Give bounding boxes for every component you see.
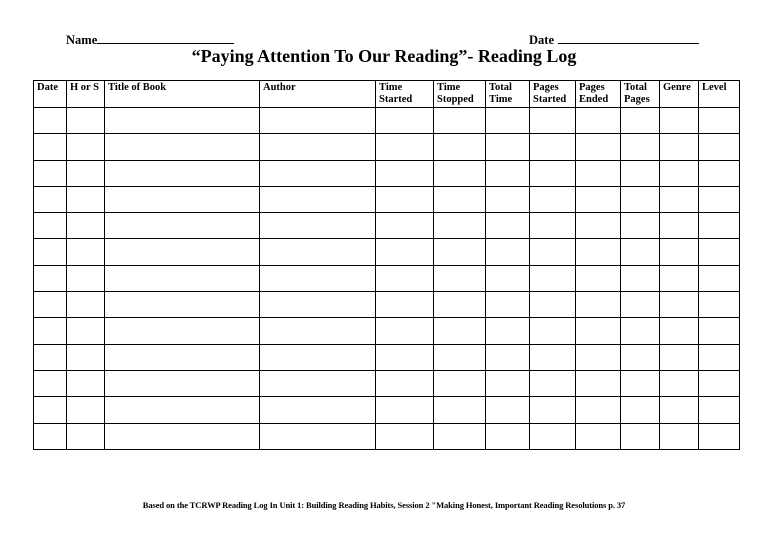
table-cell <box>486 292 530 318</box>
table-cell <box>660 265 699 291</box>
table-cell <box>34 186 67 212</box>
table-cell <box>699 318 740 344</box>
table-cell <box>376 213 434 239</box>
column-header-label: H or S <box>70 82 99 93</box>
table-cell <box>434 397 486 423</box>
table-cell <box>34 265 67 291</box>
table-cell <box>486 344 530 370</box>
column-header-label: Author <box>263 82 296 93</box>
column-header-label: Date <box>37 82 58 93</box>
table-cell <box>576 370 621 396</box>
table-row <box>34 423 740 449</box>
table-cell <box>260 186 376 212</box>
table-row <box>34 134 740 160</box>
table-cell <box>105 134 260 160</box>
table-cell <box>105 213 260 239</box>
table-cell <box>621 134 660 160</box>
table-cell <box>621 423 660 449</box>
table-cell <box>621 318 660 344</box>
table-cell <box>576 344 621 370</box>
table-cell <box>34 108 67 134</box>
column-header-label: Total <box>624 82 647 93</box>
table-cell <box>67 108 105 134</box>
table-cell <box>530 186 576 212</box>
table-cell <box>376 397 434 423</box>
table-cell <box>486 186 530 212</box>
column-header-label-line2: Stopped <box>437 94 474 105</box>
column-header-label: Title of Book <box>108 82 167 93</box>
table-cell <box>67 344 105 370</box>
table-row <box>34 213 740 239</box>
column-header <box>576 81 621 108</box>
table-cell <box>67 318 105 344</box>
column-header-label: Genre <box>663 82 691 93</box>
table-cell <box>576 160 621 186</box>
table-cell <box>105 239 260 265</box>
table-cell <box>486 397 530 423</box>
table-cell <box>376 160 434 186</box>
table-cell <box>376 292 434 318</box>
table-cell <box>576 265 621 291</box>
column-header <box>376 81 434 108</box>
table-row <box>34 108 740 134</box>
table-cell <box>486 370 530 396</box>
table-cell <box>260 423 376 449</box>
table-cell <box>576 239 621 265</box>
table-cell <box>376 318 434 344</box>
table-cell <box>105 397 260 423</box>
table-cell <box>486 265 530 291</box>
reading-log-table <box>33 80 740 450</box>
column-header-label: Total <box>489 82 512 93</box>
table-cell <box>660 134 699 160</box>
table-cell <box>260 160 376 186</box>
table-row <box>34 292 740 318</box>
table-cell <box>486 213 530 239</box>
table-cell <box>67 213 105 239</box>
table-cell <box>105 318 260 344</box>
table-cell <box>105 292 260 318</box>
table-cell <box>34 134 67 160</box>
table-row <box>34 318 740 344</box>
page-title: “Paying Attention To Our Reading”- Reading Log <box>191 46 577 66</box>
table-cell <box>486 134 530 160</box>
table-cell <box>434 108 486 134</box>
table-cell <box>530 397 576 423</box>
table-cell <box>67 134 105 160</box>
table-cell <box>105 370 260 396</box>
table-cell <box>434 134 486 160</box>
table-cell <box>576 397 621 423</box>
table-cell <box>260 213 376 239</box>
table-cell <box>434 423 486 449</box>
table-cell <box>530 134 576 160</box>
table-cell <box>699 423 740 449</box>
table-cell <box>530 292 576 318</box>
table-cell <box>434 318 486 344</box>
name-label: Name <box>66 33 98 47</box>
table-row <box>34 265 740 291</box>
table-cell <box>34 292 67 318</box>
table-cell <box>530 160 576 186</box>
table-cell <box>34 344 67 370</box>
table-cell <box>434 186 486 212</box>
table-cell <box>376 108 434 134</box>
table-cell <box>486 160 530 186</box>
table-cell <box>699 108 740 134</box>
table-cell <box>699 370 740 396</box>
table-cell <box>621 397 660 423</box>
table-cell <box>660 239 699 265</box>
column-header-label: Level <box>702 82 727 93</box>
column-header-label-line2: Ended <box>579 94 609 105</box>
table-cell <box>34 370 67 396</box>
table-cell <box>67 292 105 318</box>
table-cell <box>105 186 260 212</box>
table-row <box>34 397 740 423</box>
table-cell <box>260 370 376 396</box>
table-cell <box>260 292 376 318</box>
table-cell <box>576 186 621 212</box>
table-cell <box>621 265 660 291</box>
table-cell <box>699 344 740 370</box>
table-cell <box>34 160 67 186</box>
table-cell <box>530 423 576 449</box>
table-cell <box>530 265 576 291</box>
table-cell <box>376 134 434 160</box>
table-cell <box>260 134 376 160</box>
table-cell <box>34 423 67 449</box>
column-header-label: Pages <box>579 82 605 93</box>
table-cell <box>260 397 376 423</box>
table-cell <box>67 265 105 291</box>
table-cell <box>576 423 621 449</box>
table-cell <box>530 318 576 344</box>
column-header <box>434 81 486 108</box>
table-cell <box>699 134 740 160</box>
table-cell <box>260 318 376 344</box>
table-cell <box>699 160 740 186</box>
table-cell <box>376 186 434 212</box>
table-header-row <box>34 81 740 108</box>
table-cell <box>486 108 530 134</box>
table-cell <box>660 344 699 370</box>
table-cell <box>699 239 740 265</box>
table-cell <box>434 160 486 186</box>
footnote: Based on the TCRWP Reading Log In Unit 1: Building Reading Habits, Session 2 "Making Honest, Important Reading Resolutions p. 37 <box>142 500 626 510</box>
table-cell <box>260 239 376 265</box>
date-label: Date <box>529 33 554 47</box>
table-cell <box>67 370 105 396</box>
table-cell <box>621 186 660 212</box>
table-cell <box>660 318 699 344</box>
table-row <box>34 239 740 265</box>
table-row <box>34 370 740 396</box>
table-cell <box>621 160 660 186</box>
table-cell <box>260 344 376 370</box>
table-cell <box>621 292 660 318</box>
table-cell <box>376 423 434 449</box>
table-cell <box>621 108 660 134</box>
table-cell <box>660 397 699 423</box>
table-cell <box>530 108 576 134</box>
table-cell <box>67 397 105 423</box>
column-header-label-line2: Started <box>379 94 413 105</box>
table-cell <box>376 239 434 265</box>
table-cell <box>660 213 699 239</box>
table-cell <box>486 239 530 265</box>
table-cell <box>699 213 740 239</box>
table-cell <box>530 370 576 396</box>
table-cell <box>576 213 621 239</box>
table-cell <box>105 423 260 449</box>
table-cell <box>105 108 260 134</box>
table-cell <box>621 370 660 396</box>
column-header-label: Time <box>379 82 403 93</box>
table-cell <box>376 344 434 370</box>
table-cell <box>434 344 486 370</box>
column-header <box>260 81 376 108</box>
column-header-label: Time <box>437 82 461 93</box>
table-cell <box>660 423 699 449</box>
column-header <box>699 81 740 108</box>
table-cell <box>34 213 67 239</box>
table-cell <box>699 186 740 212</box>
table-body <box>34 108 740 450</box>
table-cell <box>699 265 740 291</box>
column-header <box>530 81 576 108</box>
table-row <box>34 160 740 186</box>
table-cell <box>660 292 699 318</box>
table-cell <box>576 134 621 160</box>
column-header <box>486 81 530 108</box>
column-header-label-line2: Pages <box>624 94 650 105</box>
table-cell <box>530 213 576 239</box>
table-cell <box>260 108 376 134</box>
table-cell <box>699 292 740 318</box>
column-header-label-line2: Started <box>533 94 567 105</box>
table-cell <box>67 423 105 449</box>
table-cell <box>530 239 576 265</box>
table-cell <box>530 344 576 370</box>
column-header <box>105 81 260 108</box>
table-row <box>34 344 740 370</box>
table-cell <box>34 318 67 344</box>
table-cell <box>434 370 486 396</box>
column-header <box>67 81 105 108</box>
table-cell <box>699 397 740 423</box>
table-cell <box>621 344 660 370</box>
table-cell <box>434 265 486 291</box>
table-cell <box>376 265 434 291</box>
table-cell <box>660 108 699 134</box>
column-header <box>660 81 699 108</box>
table-cell <box>621 213 660 239</box>
table-cell <box>576 318 621 344</box>
table-cell <box>434 213 486 239</box>
column-header-label: Pages <box>533 82 559 93</box>
column-header <box>621 81 660 108</box>
table-cell <box>660 370 699 396</box>
table-cell <box>576 108 621 134</box>
table-cell <box>67 160 105 186</box>
table-cell <box>486 318 530 344</box>
table-cell <box>105 160 260 186</box>
table-cell <box>486 423 530 449</box>
table-cell <box>34 397 67 423</box>
column-header-label-line2: Time <box>489 94 513 105</box>
table-cell <box>34 239 67 265</box>
table-cell <box>660 160 699 186</box>
table-cell <box>67 186 105 212</box>
name-blank-line <box>97 32 234 44</box>
table-cell <box>376 370 434 396</box>
table-cell <box>434 292 486 318</box>
table-cell <box>105 265 260 291</box>
table-cell <box>105 344 260 370</box>
table-cell <box>67 239 105 265</box>
table-cell <box>621 239 660 265</box>
table-cell <box>434 239 486 265</box>
table-cell <box>576 292 621 318</box>
table-row <box>34 186 740 212</box>
table-cell <box>660 186 699 212</box>
column-header <box>34 81 67 108</box>
date-blank-line <box>558 32 699 44</box>
table-cell <box>260 265 376 291</box>
